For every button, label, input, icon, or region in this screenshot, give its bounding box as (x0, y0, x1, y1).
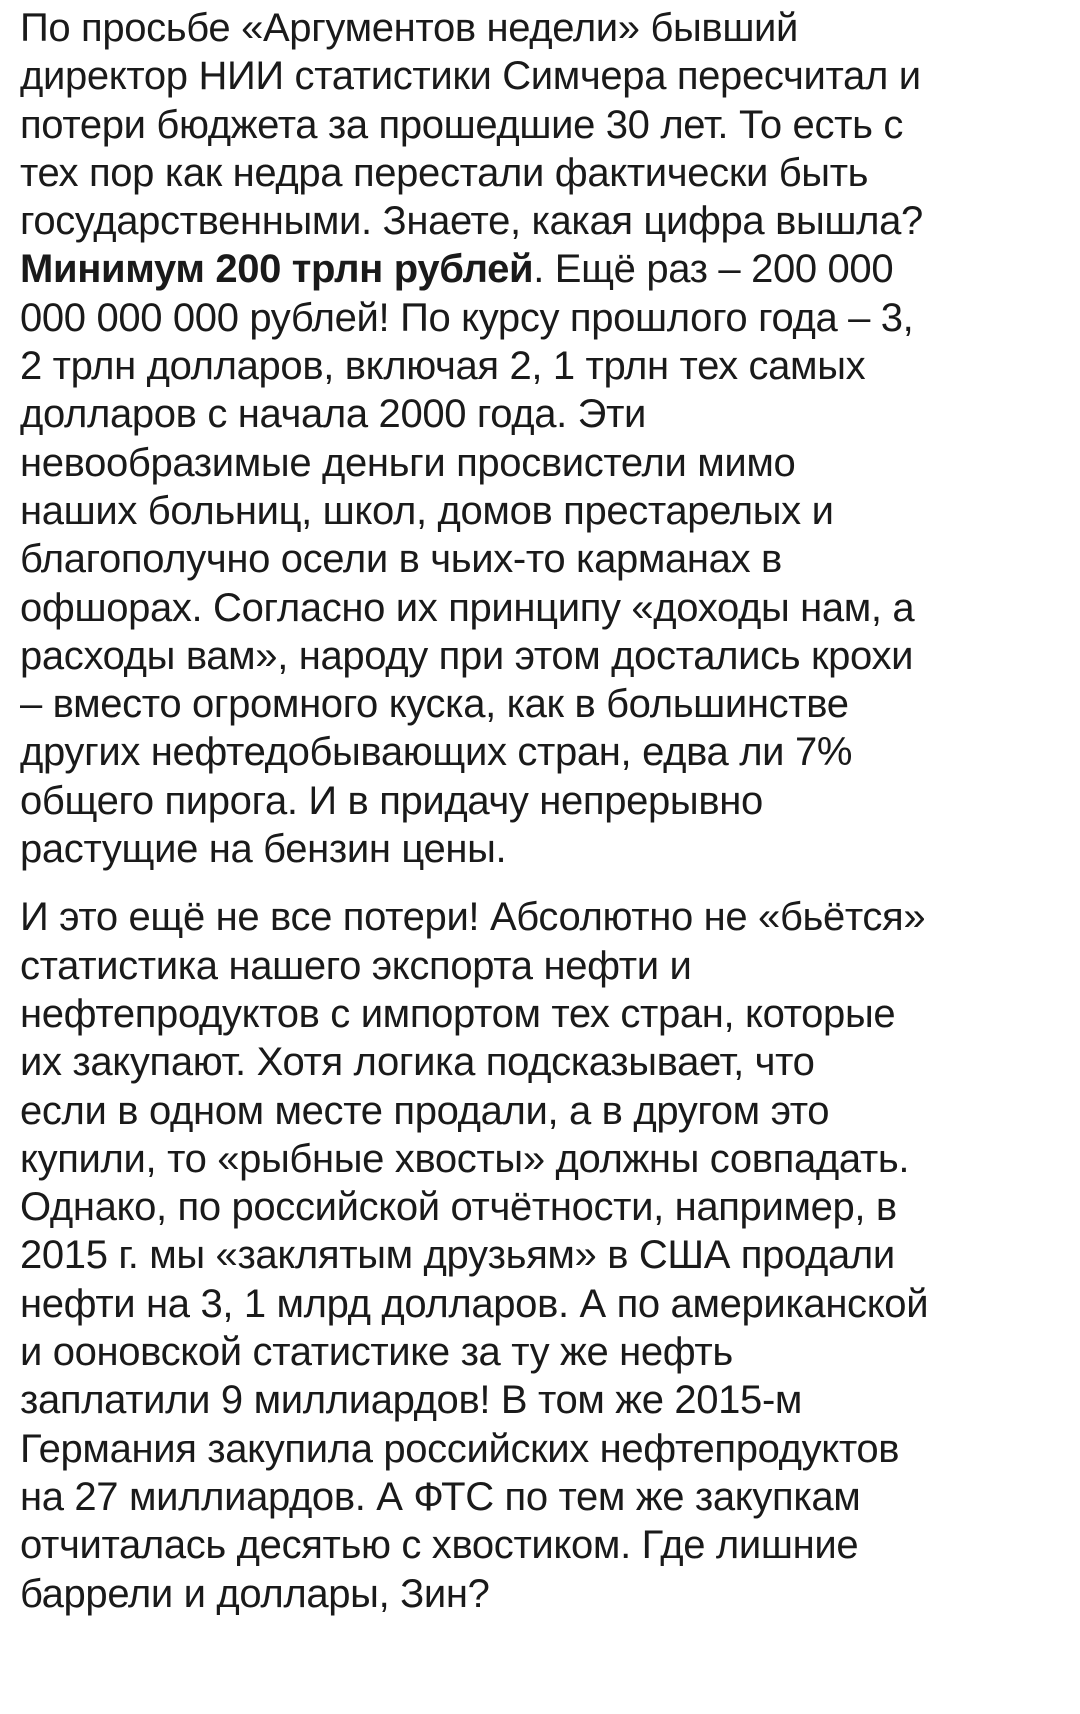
text-segment: если в одном месте продали, а в другом это (20, 1088, 830, 1133)
text-line (20, 1135, 1060, 1183)
text-line (20, 1183, 1060, 1231)
text-segment: директор НИИ статистики Симчера пересчитал и (20, 54, 921, 99)
text-line (20, 149, 1060, 197)
text-line (20, 680, 1060, 728)
text-line (20, 990, 1060, 1038)
text-segment: купили, то «рыбные хвосты» должны совпадать. (20, 1136, 910, 1181)
text-segment: государственными. Знаете, какая цифра вышла? (20, 199, 923, 244)
text-line (20, 535, 1060, 583)
text-segment: 000 000 000 рублей! По курсу прошлого года – 3, (20, 295, 914, 340)
paragraph (20, 4, 1060, 873)
text-segment: отчиталась десятью с хвостиком. Где лишние (20, 1523, 859, 1568)
text-segment: и ооновской статистике за ту же нефть (20, 1330, 733, 1375)
text-line (20, 893, 1060, 941)
text-segment: невообразимые деньги просвистели мимо (20, 440, 796, 485)
text-line (20, 942, 1060, 990)
text-line (20, 390, 1060, 438)
text-segment: их закупают. Хотя логика подсказывает, что (20, 1040, 815, 1085)
text-line (20, 245, 1060, 293)
text-line (20, 777, 1060, 825)
text-segment: общего пирога. И в придачу непрерывно (20, 778, 763, 823)
text-segment: нефти на 3, 1 млрд долларов. А по американской (20, 1281, 929, 1326)
text-segment: на 27 миллиардов. А ФТС по тем же закупкам (20, 1474, 861, 1519)
text-line (20, 1425, 1060, 1473)
text-line (20, 439, 1060, 487)
text-segment: 2 трлн долларов, включая 2, 1 трлн тех самых (20, 344, 866, 389)
article-body (20, 4, 1060, 1618)
text-segment: Однако, по российской отчётности, например, в (20, 1185, 897, 1230)
text-line (20, 1376, 1060, 1424)
text-segment: наших больниц, школ, домов престарелых и (20, 488, 834, 533)
text-segment: благополучно осели в чьих-то карманах в (20, 537, 782, 582)
text-segment: расходы вам», народу при этом достались крохи (20, 633, 914, 678)
text-segment: долларов с начала 2000 года. Эти (20, 392, 647, 437)
text-line (20, 1521, 1060, 1569)
text-line (20, 4, 1060, 52)
paragraph (20, 893, 1060, 1617)
text-line (20, 487, 1060, 535)
text-line (20, 294, 1060, 342)
text-line (20, 1038, 1060, 1086)
text-segment: По просьбе «Аргументов недели» бывший (20, 6, 799, 50)
text-segment: заплатили 9 миллиардов! В том же 2015-м (20, 1378, 803, 1423)
text-segment: потери бюджета за прошедшие 30 лет. То есть с (20, 102, 903, 147)
text-segment: офшорах. Согласно их принципу «доходы нам, а (20, 585, 915, 630)
text-line (20, 728, 1060, 776)
text-segment: И это ещё не все потери! Абсолютно не «бьётся» (20, 895, 926, 940)
text-line (20, 825, 1060, 873)
text-segment: растущие на бензин цены. (20, 827, 507, 872)
text-line (20, 1087, 1060, 1135)
text-line (20, 1231, 1060, 1279)
text-line (20, 1473, 1060, 1521)
text-segment: . Ещё раз – 200 000 (533, 247, 894, 292)
text-segment: Германия закупила российских нефтепродуктов (20, 1426, 900, 1471)
text-line (20, 1280, 1060, 1328)
text-segment: 2015 г. мы «заклятым друзьям» в США продали (20, 1233, 895, 1278)
bold-text: Минимум 200 трлн рублей (20, 247, 534, 292)
text-line (20, 632, 1060, 680)
text-segment: статистика нашего экспорта нефти и (20, 943, 692, 988)
text-line (20, 101, 1060, 149)
text-line (20, 52, 1060, 100)
text-segment: нефтепродуктов с импортом тех стран, которые (20, 991, 896, 1036)
text-segment: тех пор как недра перестали фактически быть (20, 150, 869, 195)
text-segment: баррели и доллары, Зин? (20, 1571, 490, 1616)
text-line (20, 584, 1060, 632)
text-line (20, 1570, 1060, 1618)
text-segment: – вместо огромного куска, как в большинстве (20, 682, 849, 727)
text-line (20, 1328, 1060, 1376)
text-segment: других нефтедобывающих стран, едва ли 7% (20, 730, 853, 775)
text-line (20, 197, 1060, 245)
text-line (20, 342, 1060, 390)
